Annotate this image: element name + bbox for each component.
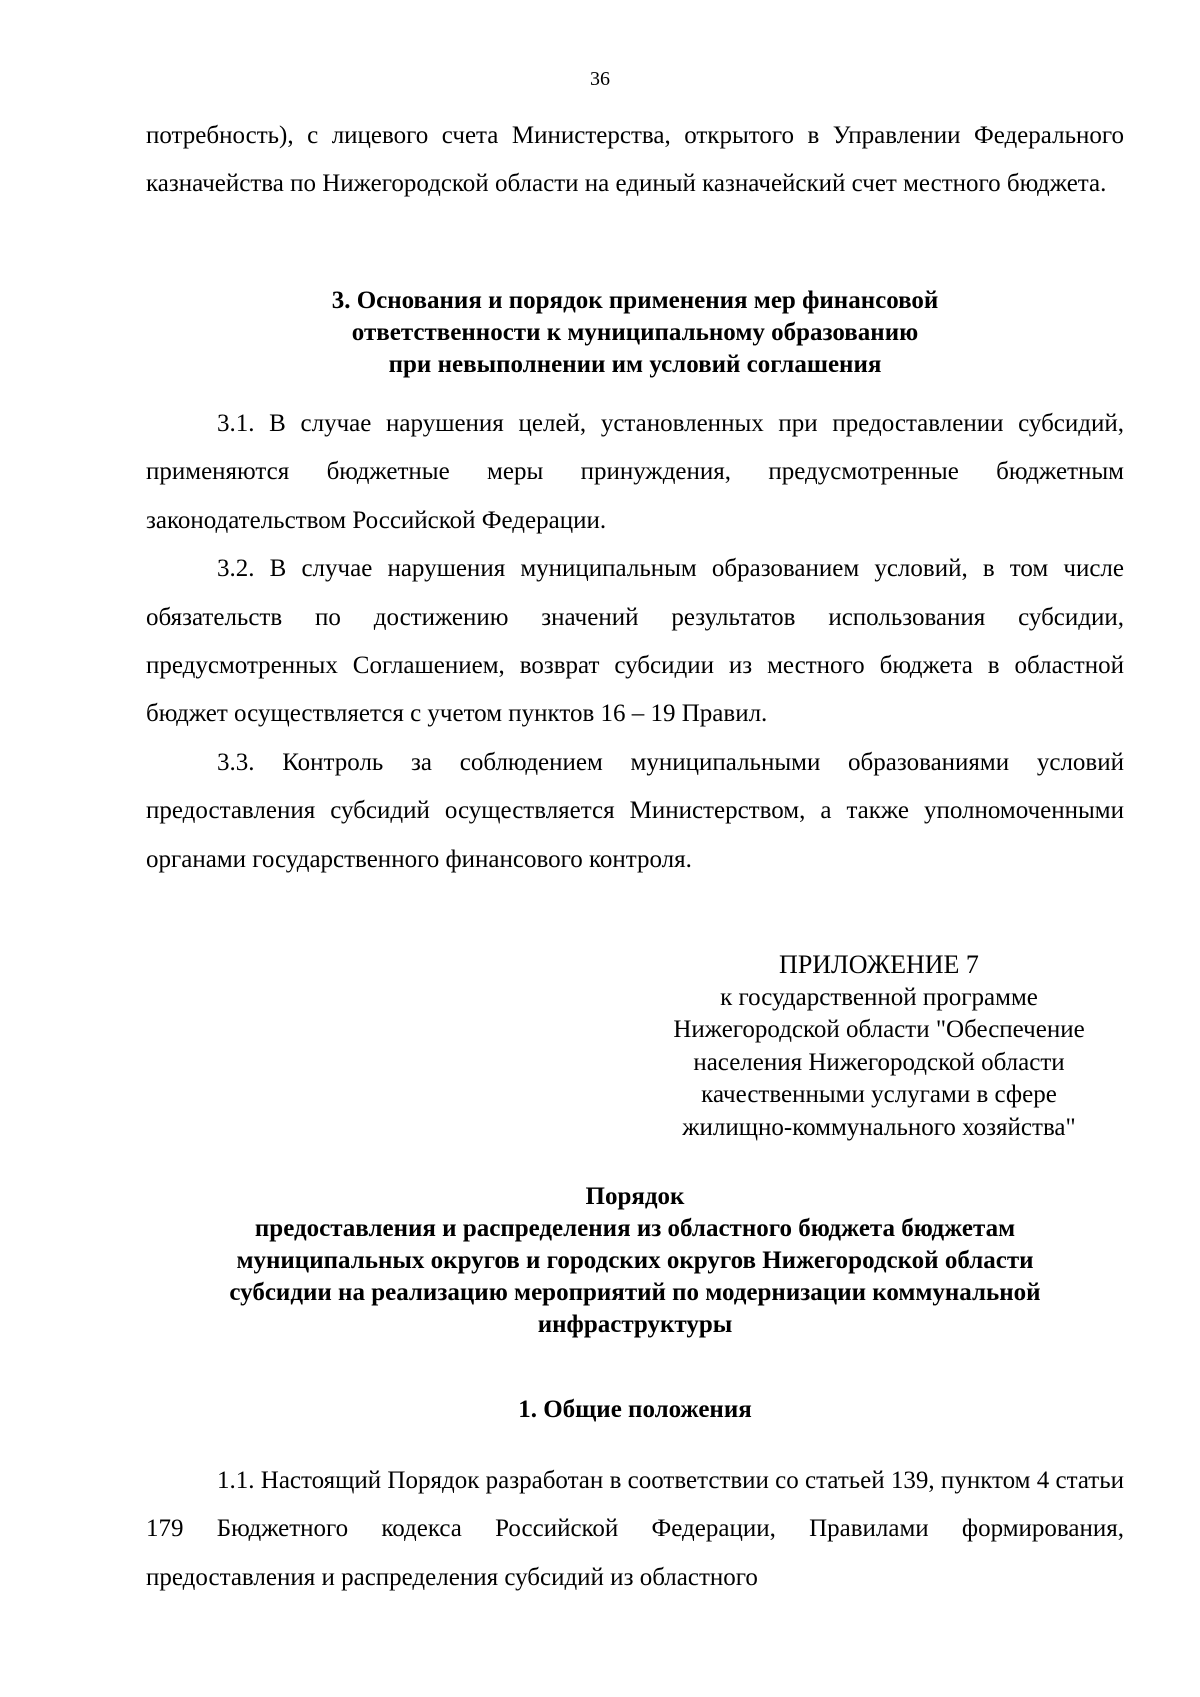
section-3-body (146, 400, 1124, 884)
appendix-attribution (640, 949, 1118, 1144)
order-title-line: инфраструктуры (537, 1311, 733, 1338)
section-1-body (146, 1457, 1124, 1602)
order-title (146, 1181, 1124, 1341)
section-1-heading-text: 1. Общие положения (518, 1396, 752, 1423)
appendix-line: к государственной программе (720, 983, 1038, 1011)
appendix-title: ПРИЛОЖЕНИЕ 7 (779, 950, 979, 979)
order-title-line: предоставления и распределения из областного бюджета бюджетам (254, 1215, 1016, 1242)
paragraph-3-1: 3.1. В случае нарушения целей, установленных при предоставлении субсидий, применяются бюджетные меры принуждения, предусмотренные бюджетным законодательством Российской Федерации. (146, 410, 1124, 534)
section-3-heading (146, 285, 1124, 381)
appendix-line: населения Нижегородской области (693, 1048, 1065, 1076)
section-3-heading-line: при невыполнении им условий соглашения (388, 351, 882, 378)
paragraph-3-2: 3.2. В случае нарушения муниципальным образованием условий, в том числе обязательств по достижению значений результатов использования субсидии, предусмотренных Соглашением, возврат субсидии из местного бюджета в областной бюджет осуществляется с учетом пунктов 16 – 19 Правил. (146, 555, 1124, 728)
page-number: 36 (590, 68, 610, 90)
order-title-line: субсидии на реализацию мероприятий по модернизации коммунальной (229, 1279, 1041, 1306)
section-1-heading (146, 1394, 1124, 1426)
section-3-heading-line: ответственности к муниципальному образованию (351, 319, 919, 346)
appendix-line: качественными услугами в сфере (701, 1081, 1057, 1108)
intro-paragraph: потребность), с лицевого счета Министерства, открытого в Управлении Федерального казначейства по Нижегородской области на единый казначейский счет местного бюджета. (146, 122, 1124, 198)
appendix-line: Нижегородской области "Обеспечение (673, 1016, 1085, 1043)
section-3-heading-line: 3. Основания и порядок применения мер финансовой (331, 287, 939, 314)
appendix-line: жилищно-коммунального хозяйства" (682, 1113, 1076, 1141)
paragraph-1-1: 1.1. Настоящий Порядок разработан в соответствии со статьей 139, пунктом 4 статьи 179 Бюджетного кодекса Российской Федерации, Правилами формирования, предоставления и распределения субсидий из областного (146, 1467, 1124, 1591)
paragraph-3-3: 3.3. Контроль за соблюдением муниципальными образованиями условий предоставления субсидий осуществляется Министерством, а также уполномоченными органами государственного финансового контроля. (146, 748, 1124, 873)
intro-paragraph-block (146, 112, 1124, 209)
order-title-line: муниципальных округов и городских округов Нижегородской области (236, 1247, 1034, 1274)
order-title-line: Порядок (585, 1183, 685, 1210)
